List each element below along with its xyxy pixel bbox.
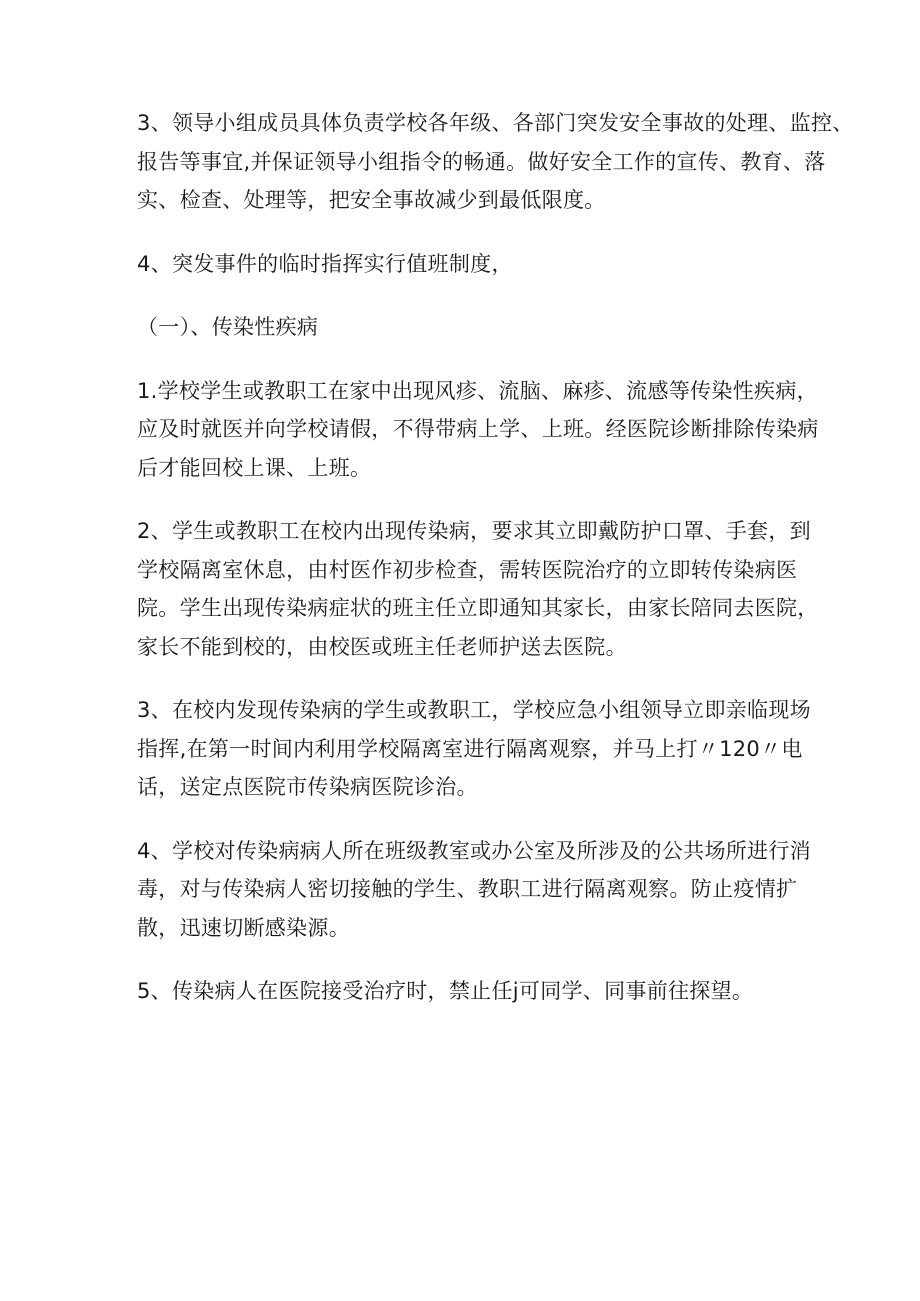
text-line: 5、传染病人在医院接受治疗时，禁止任j可同学、同事前往探望。 <box>137 979 754 1003</box>
paragraph-item-4 <box>137 832 811 948</box>
paragraph-item-2 <box>137 512 819 666</box>
text-line: 毒，对与传染病人密切接触的学生、教职工进行隔离观察。防止疫情扩 <box>137 877 798 901</box>
section-heading: （一）、传染性疾病 <box>137 315 319 339</box>
text-line: 报告等事宜,并保证领导小组指令的畅通。做好安全工作的宣传、教育、落 <box>137 149 826 174</box>
text-line: 2、学生或教职工在校内出现传染病，要求其立即戴防护口罩、手套，到 <box>137 519 811 543</box>
paragraph-duty-system <box>137 245 797 284</box>
text-line: 实、检查、处理等，把安全事故减少到最低限度。 <box>137 188 606 212</box>
text-line: 应及时就医并向学校请假，不得带病上学、上班。经医院诊断排除传染病 <box>137 417 819 441</box>
text-line: 4、学校对传染病病人所在班级教室或办公室及所涉及的公共场所进行消 <box>137 838 811 863</box>
text-line: 1.学校学生或教职工在家中出现风疹、流脑、麻疹、流感等传染性疾病， <box>137 378 818 403</box>
text-line: 学校隔离室休息，由村医作初步检查，需转医院治疗的立即转传染病医 <box>137 557 798 582</box>
paragraph-item-5 <box>137 972 797 1011</box>
text-line: 家长不能到校的，由校医或班主任老师护送去医院。 <box>137 634 627 659</box>
text-line: 话，送定点医院市传染病医院诊治。 <box>137 775 478 799</box>
section-heading-infectious-disease <box>137 308 797 347</box>
text-line: 院。学生出现传染病症状的班主任立即通知其家长，由家长陪同去医院， <box>137 596 819 620</box>
document-body <box>137 104 854 1036</box>
text-line: 3、领导小组成员具体负责学校各年级、各部门突发安全事故的处理、监控、 <box>137 111 854 135</box>
paragraph-leadership-duties <box>137 104 854 220</box>
text-line: 4、突发事件的临时指挥实行值班制度， <box>137 251 513 276</box>
text-line: 3、在校内发现传染病的学生或教职工，学校应急小组领导立即亲临现场 <box>137 698 811 722</box>
paragraph-item-1 <box>137 372 819 488</box>
text-line: 指挥,在第一时间内利用学校隔离室进行隔离观察，并马上打〃120〃电 <box>137 736 803 761</box>
text-line: 后才能回校上课、上班。 <box>137 455 372 480</box>
paragraph-item-3 <box>137 691 811 807</box>
text-line: 散，迅速切断感染源。 <box>137 915 350 940</box>
